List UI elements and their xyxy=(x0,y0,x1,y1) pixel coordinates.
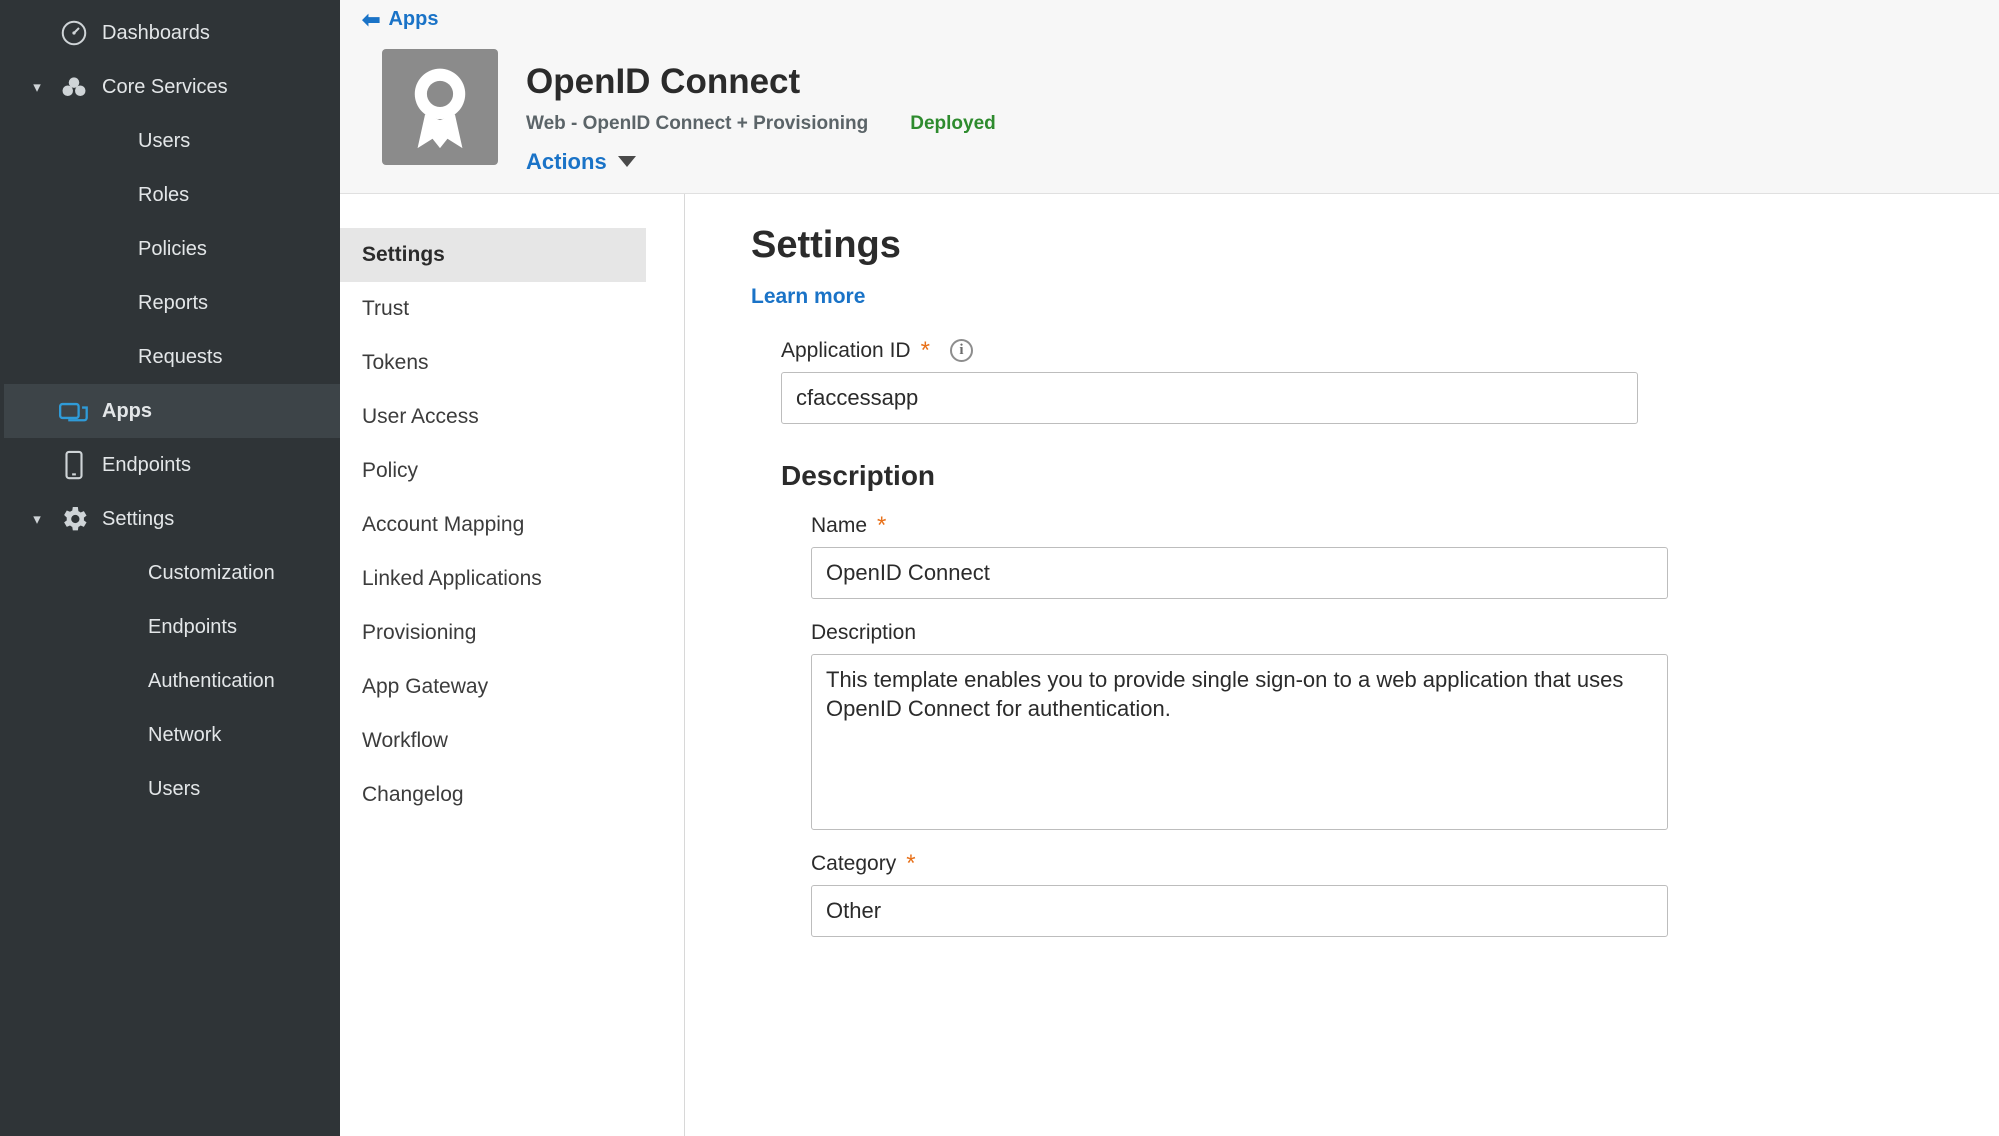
breadcrumb-apps[interactable] xyxy=(340,0,1999,37)
description-section-title: Description xyxy=(781,459,936,491)
sidebar-item-users[interactable] xyxy=(0,114,340,168)
name-input[interactable]: OpenID Connect xyxy=(811,547,1668,599)
required-marker: * xyxy=(920,336,930,364)
subnav-item-label: Changelog xyxy=(362,782,464,806)
sidebar-item-settings-endpoints[interactable] xyxy=(0,600,340,654)
application-id-field xyxy=(751,336,1999,424)
category-label-row xyxy=(811,849,1999,877)
sidebar-item-label: Users xyxy=(148,777,201,800)
required-marker: * xyxy=(906,849,916,877)
award-ribbon-icon xyxy=(382,49,498,165)
description-label-row xyxy=(811,621,1999,645)
app-meta xyxy=(498,49,996,175)
cloud-icon xyxy=(52,72,96,102)
subnav-item-label: Policy xyxy=(362,458,419,482)
device-icon xyxy=(52,450,96,480)
sidebar-item-apps[interactable] xyxy=(0,384,340,438)
settings-heading: Settings xyxy=(751,223,901,266)
app-subrow xyxy=(526,113,996,135)
gear-icon xyxy=(52,503,96,535)
back-arrow-icon: ⬅ xyxy=(362,6,381,32)
sidebar-item-label: Endpoints xyxy=(102,453,191,476)
main-region xyxy=(340,0,1999,1136)
subnav-item-app-gateway[interactable] xyxy=(340,660,646,714)
subnav-item-provisioning[interactable] xyxy=(340,606,646,660)
subnav-item-label: Trust xyxy=(362,296,410,320)
application-id-input[interactable]: cfaccessapp xyxy=(781,372,1638,424)
subnav-item-changelog[interactable] xyxy=(340,768,646,822)
sidebar-item-settings[interactable] xyxy=(0,492,340,546)
subnav-item-tokens[interactable] xyxy=(340,336,646,390)
subnav-item-label: Account Mapping xyxy=(362,512,525,536)
status-badge: Deployed xyxy=(910,112,996,134)
subnav-item-label: Tokens xyxy=(362,350,429,374)
sidebar-item-endpoints[interactable] xyxy=(0,438,340,492)
sidebar-item-customization[interactable] xyxy=(0,546,340,600)
sidebar-item-label: Settings xyxy=(102,507,175,530)
subnav-item-label: Linked Applications xyxy=(362,566,542,590)
sidebar-item-label: Reports xyxy=(138,291,209,314)
gauge-icon xyxy=(52,18,96,48)
settings-subnav xyxy=(340,194,685,1136)
sidebar-item-label: Network xyxy=(148,723,222,746)
subnav-item-settings[interactable] xyxy=(340,228,646,282)
subnav-item-label: Settings xyxy=(362,242,445,266)
subnav-item-user-access[interactable] xyxy=(340,390,646,444)
subnav-item-workflow[interactable] xyxy=(340,714,646,768)
app-subtitle: Web - OpenID Connect + Provisioning xyxy=(526,112,869,134)
page-title: OpenID Connect xyxy=(526,62,801,101)
sidebar-item-label: Customization xyxy=(148,561,275,584)
category-label: Category xyxy=(811,851,897,875)
name-label-row xyxy=(811,511,1999,539)
breadcrumb-label: Apps xyxy=(388,8,439,30)
sidebar-item-label: Users xyxy=(138,129,191,152)
subnav-item-label: User Access xyxy=(362,404,479,428)
description-field xyxy=(751,621,1999,830)
sidebar-item-label: Requests xyxy=(138,345,223,368)
sidebar-item-policies[interactable] xyxy=(0,222,340,276)
learn-more-link[interactable]: Learn more xyxy=(751,284,866,308)
sidebar-item-label: Dashboards xyxy=(102,21,210,44)
subnav-item-label: Provisioning xyxy=(362,620,477,644)
sidebar-item-label: Endpoints xyxy=(148,615,237,638)
actions-label: Actions xyxy=(526,148,607,174)
subnav-item-label: App Gateway xyxy=(362,674,489,698)
name-label: Name xyxy=(811,513,868,537)
sidebar-item-core-services[interactable] xyxy=(0,60,340,114)
actions-menu-button[interactable] xyxy=(526,149,636,175)
description-label: Description xyxy=(811,620,917,644)
sidebar-item-label: Policies xyxy=(138,237,207,260)
content-body xyxy=(340,194,1999,1136)
app-header xyxy=(340,0,1999,194)
sidebar xyxy=(0,0,340,1136)
chevron-down-icon[interactable]: ▾ xyxy=(33,511,41,528)
subnav-item-policy[interactable] xyxy=(340,444,646,498)
sidebar-item-label: Authentication xyxy=(148,669,275,692)
chevron-down-icon xyxy=(618,156,636,167)
category-field xyxy=(751,849,1999,937)
application-id-label: Application ID xyxy=(781,338,911,362)
sidebar-item-network[interactable] xyxy=(0,708,340,762)
sidebar-item-requests[interactable] xyxy=(0,330,340,384)
sidebar-item-label: Roles xyxy=(138,183,190,206)
settings-panel xyxy=(685,194,1999,1136)
sidebar-item-roles[interactable] xyxy=(0,168,340,222)
subnav-item-trust[interactable] xyxy=(340,282,646,336)
sidebar-item-settings-users[interactable] xyxy=(0,762,340,816)
required-marker: * xyxy=(877,511,887,539)
subnav-item-label: Workflow xyxy=(362,728,448,752)
description-textarea[interactable]: This template enables you to provide single sign-on to a web application that uses OpenID Connect for authentication. xyxy=(811,654,1668,830)
category-input[interactable]: Other xyxy=(811,885,1668,937)
subnav-item-account-mapping[interactable] xyxy=(340,498,646,552)
sidebar-item-reports[interactable] xyxy=(0,276,340,330)
subnav-item-linked-applications[interactable] xyxy=(340,552,646,606)
sidebar-item-label: Core Services xyxy=(102,75,228,98)
name-field xyxy=(751,511,1999,599)
sidebar-item-dashboards[interactable] xyxy=(0,6,340,60)
chevron-down-icon[interactable]: ▾ xyxy=(33,79,41,96)
sidebar-item-authentication[interactable] xyxy=(0,654,340,708)
info-icon[interactable]: i xyxy=(950,339,973,362)
sidebar-item-label: Apps xyxy=(102,399,152,422)
apps-icon xyxy=(52,399,96,423)
app-identity xyxy=(340,37,1999,175)
application-id-label-row xyxy=(781,336,1999,364)
